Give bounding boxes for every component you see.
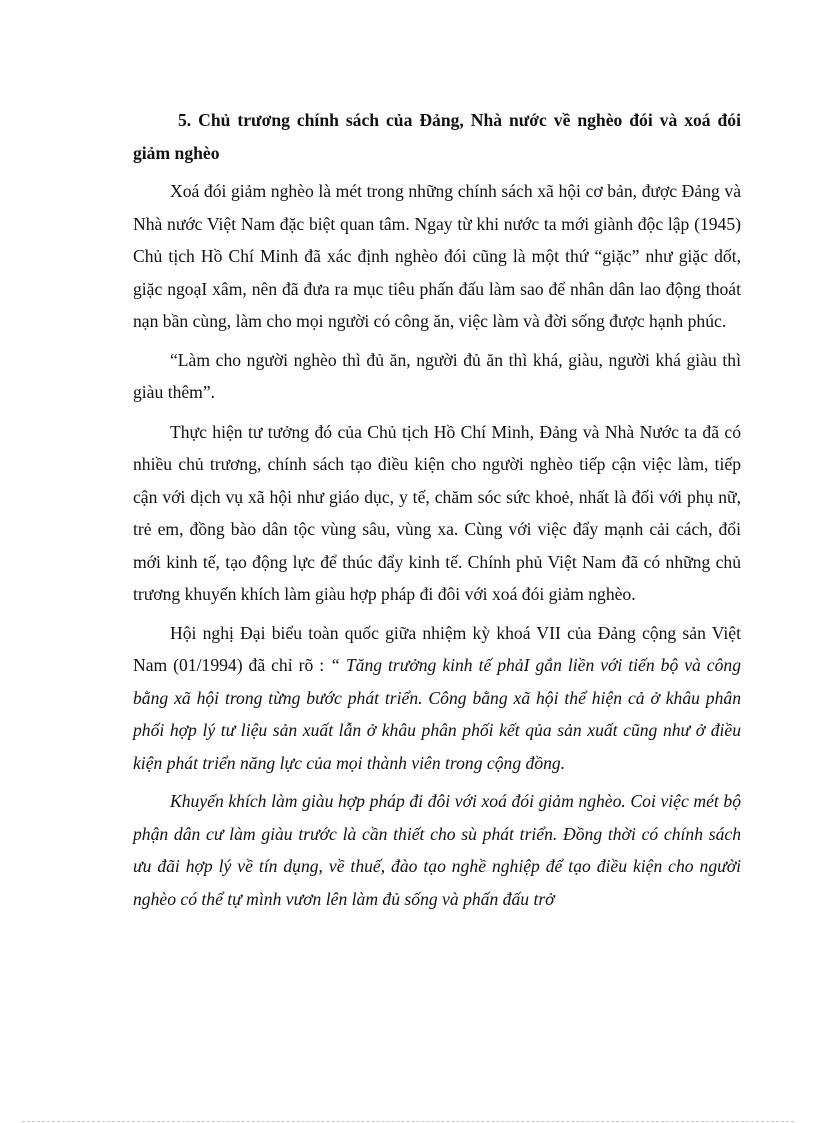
- paragraph-1: Xoá đói giảm nghèo là mét trong những chính sách xã hội cơ bản, được Đảng và Nhà nước Việt Nam đặc biệt quan tâm. Ngay từ khi nước ta mới giành độc lập (1945) Chủ tịch Hồ Chí Minh đã xác định nghèo đói cũng là một thứ “giặc” như giặc dốt, giặc ngoạI xâm, nên đã đưa ra mục tiêu phấn đấu làm sao để nhân dân lao động thoát nạn bần cùng, làm cho mọi người có công ăn, việc làm và đời sống được hạnh phúc.: [133, 181, 741, 331]
- paragraph-5: Khuyến khích làm giàu hợp pháp đi đôi với xoá đói giảm nghèo. Coi việc mét bộ phận dân cư làm giàu trước là cần thiết cho sù phát triển. Đồng thời có chính sách ưu đãi hợp lý về tín dụng, về thuế, đào tạo nghề nghiệp để tạo điều kiện cho người nghèo có thể tự mình vươn lên làm đủ sống và phấn đấu trở: [133, 791, 741, 909]
- paragraph-4-lead: Hội nghị Đại biểu toàn quốc giữa nhiệm kỳ khoá VII của Đảng cộng sản Việt Nam (01/1994) đã chỉ rõ :: [133, 622, 741, 675]
- paragraph-4-quote: “ Tăng trưởng kinh tế phảI gắn liền với tiến bộ và công bằng xã hội trong từng bước phát triển. Công bằng xã hội thể hiện cả ở khâu phân phối hợp lý tư liệu sản xuất lẫn ở khâu phân phối kết qủa sản xuất cũng như ở điều kiện phát triển năng lực của mọi thành viên trong cộng đồng.: [133, 655, 742, 773]
- section-heading: 5. Chủ trương chính sách của Đảng, Nhà nước về nghèo đói và xoá đói giảm nghèo: [133, 110, 741, 163]
- paragraph-3: Thực hiện tư tưởng đó của Chủ tịch Hồ Chí Minh, Đảng và Nhà Nước ta đã có nhiều chủ trương, chính sách tạo điều kiện cho người nghèo tiếp cận việc làm, tiếp cận với dịch vụ xã hội như giáo dục, y tế, chăm sóc sức khoẻ, nhất là đối với phụ nữ, trẻ em, đồng bào dân tộc vùng sâu, vùng xa. Cùng với việc đẩy mạnh cải cách, đổi mới kinh tế, tạo động lực để thúc đẩy kinh tế. Chính phủ Việt Nam đã có những chủ trương khuyến khích làm giàu hợp pháp đi đôi với xoá đói giảm nghèo.: [133, 421, 741, 604]
- paragraph-4: [133, 617, 741, 780]
- paragraph-quote: “Làm cho người nghèo thì đủ ăn, người đủ ăn thì khá, giàu, người khá giàu thì giàu thêm”.: [133, 349, 741, 402]
- page-bottom-divider: [22, 1121, 794, 1122]
- document-body: [133, 104, 741, 921]
